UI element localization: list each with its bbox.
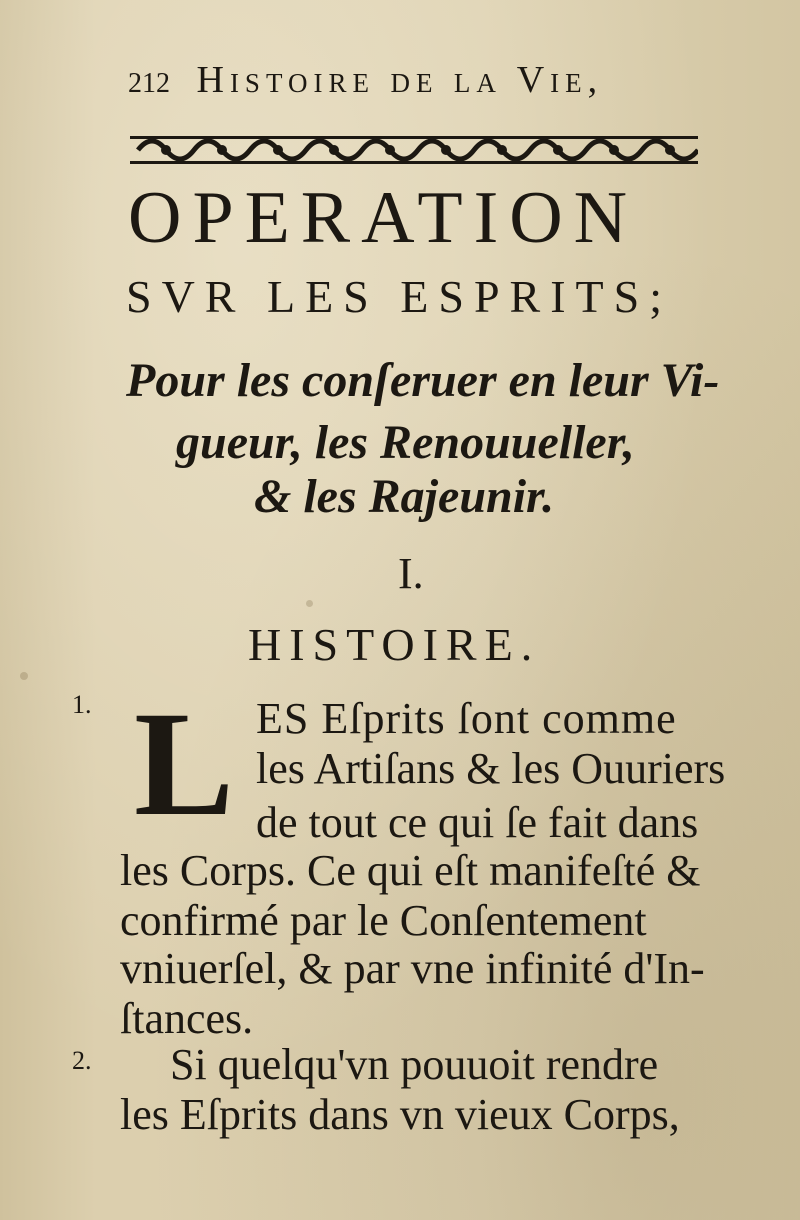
body-line: confirmé par le Conſentement bbox=[120, 896, 647, 945]
body-line: Si quelqu'vn pouuoit rendre bbox=[170, 1040, 659, 1089]
body-line: les Eſprits dans vn vieux Corps, bbox=[120, 1090, 680, 1139]
body-line: ES Eſprits ſont comme bbox=[256, 694, 677, 743]
dropcap-letter-l bbox=[134, 696, 254, 818]
body-line: les Artiſans & les Ouuriers bbox=[256, 744, 726, 793]
subtitle-line-2: gueur, les Renouueller, bbox=[176, 416, 635, 469]
sub-heading: SVR LES ESPRITS; bbox=[126, 271, 672, 322]
running-title: Histoire de la Vie, bbox=[196, 59, 604, 101]
body-line: vniuerſel, & par vne infinité d'In- bbox=[120, 944, 705, 993]
main-heading: OPERATION bbox=[128, 177, 639, 259]
body-line: les Corps. Ce qui eſt manifeſté & bbox=[120, 846, 701, 895]
margin-note: 2. bbox=[72, 1046, 92, 1075]
margin-note: 1. bbox=[72, 690, 92, 719]
body-line: ſtances. bbox=[120, 994, 254, 1043]
subtitle-line-3: & les Rajeunir. bbox=[254, 470, 555, 523]
svg-text:L: L bbox=[134, 696, 235, 818]
subtitle-line-1: Pour les conſeruer en leur Vi- bbox=[126, 354, 720, 407]
running-header bbox=[128, 58, 603, 102]
page-number: 212 bbox=[128, 68, 170, 99]
fleuron-band-ornament bbox=[130, 128, 698, 172]
body-line: de tout ce qui ſe fait dans bbox=[256, 798, 699, 847]
section-numeral: I. bbox=[398, 549, 424, 598]
section-title: HISTOIRE. bbox=[248, 619, 541, 670]
ink-spot bbox=[20, 672, 28, 680]
ink-spot bbox=[306, 600, 313, 607]
